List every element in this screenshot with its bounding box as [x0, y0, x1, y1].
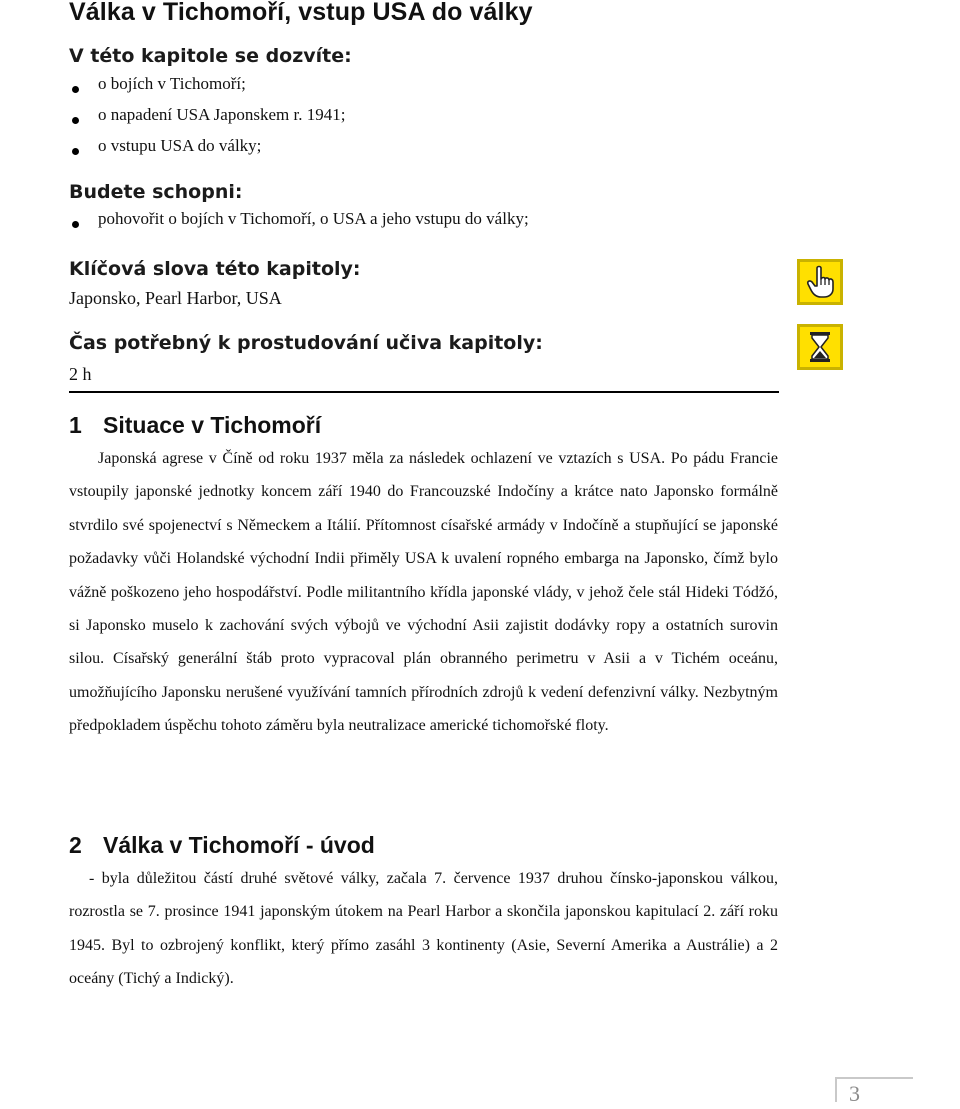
page-title: Válka v Tichomoří, vstup USA do války [69, 0, 533, 26]
section-2-heading [69, 832, 375, 859]
section-2-paragraph: - byla důležitou částí druhé světové války, začala 7. července 1937 druhou čínsko-japonskou válkou, rozrostla se 7. prosince 1941 japonským útokem na Pearl Harbor a skončila japonskou kapitulací 2. září roku 1945. Byl to ozbrojený konflikt, který přímo zasáhl 3 kontinenty (Asie, Severní Amerika a Austrálie) a 2 oceány (Tichý a Indický). [69, 870, 778, 988]
page-number: 3 [835, 1077, 913, 1102]
hourglass-icon [797, 324, 843, 370]
learn-list [69, 74, 345, 167]
keywords-text: Japonsko, Pearl Harbor, USA [69, 288, 282, 308]
abilities-heading: Budete schopni: [69, 181, 243, 203]
section-1-heading [69, 412, 321, 439]
time-heading: Čas potřebný k prostudování učiva kapitoly: [69, 332, 543, 354]
list-item: o bojích v Tichomoří; [69, 74, 345, 105]
pointing-finger-icon [797, 259, 843, 305]
list-item: o vstupu USA do války; [69, 136, 345, 167]
learn-heading: V této kapitole se dozvíte: [69, 45, 352, 67]
time-text: 2 h [69, 364, 92, 384]
section-title: Situace v Tichomoří [103, 412, 322, 438]
section-title: Válka v Tichomoří - úvod [103, 832, 375, 858]
section-1-paragraph: Japonská agrese v Číně od roku 1937 měla za následek ochlazení ve vztazích s USA. Po pádu Francie vstoupily japonské jednotky koncem září 1940 do Francouzské Indočíny a krátce nato Japonsko formálně stvrdilo své spojenectví s Německem a Itálií. Přítomnost císařské armády v Indočíně a stupňující se japonské požadavky vůči Holandské východní Indii přiměly USA k uvalení ropného embarga na Japonsko, čímž bylo vážně poškozeno jeho hospodářství. Podle militantního křídla japonské vlády, v jehož čele stál Hideki Tódžó, si Japonsko muselo k zachování svých výbojů ve východní Asii zajistit dodávky ropy a ostatních surovin silou. Císařský generální štáb proto vypracoval plán obranného perimetru v Asii a v Tichém oceánu, umožňujícího Japonsku nerušené využívání tamních přírodních zdrojů k vedení defenzivní války. Nezbytným předpokladem úspěchu tohoto záměru byla neutralizace americké tichomořské floty. [69, 450, 778, 735]
section-divider [69, 391, 779, 393]
abilities-list [69, 209, 529, 240]
section-number: 1 [69, 412, 82, 438]
list-item: pohovořit o bojích v Tichomoří, o USA a jeho vstupu do války; [69, 209, 529, 240]
section-number: 2 [69, 832, 82, 858]
keywords-heading: Klíčová slova této kapitoly: [69, 258, 361, 280]
list-item: o napadení USA Japonskem r. 1941; [69, 105, 345, 136]
